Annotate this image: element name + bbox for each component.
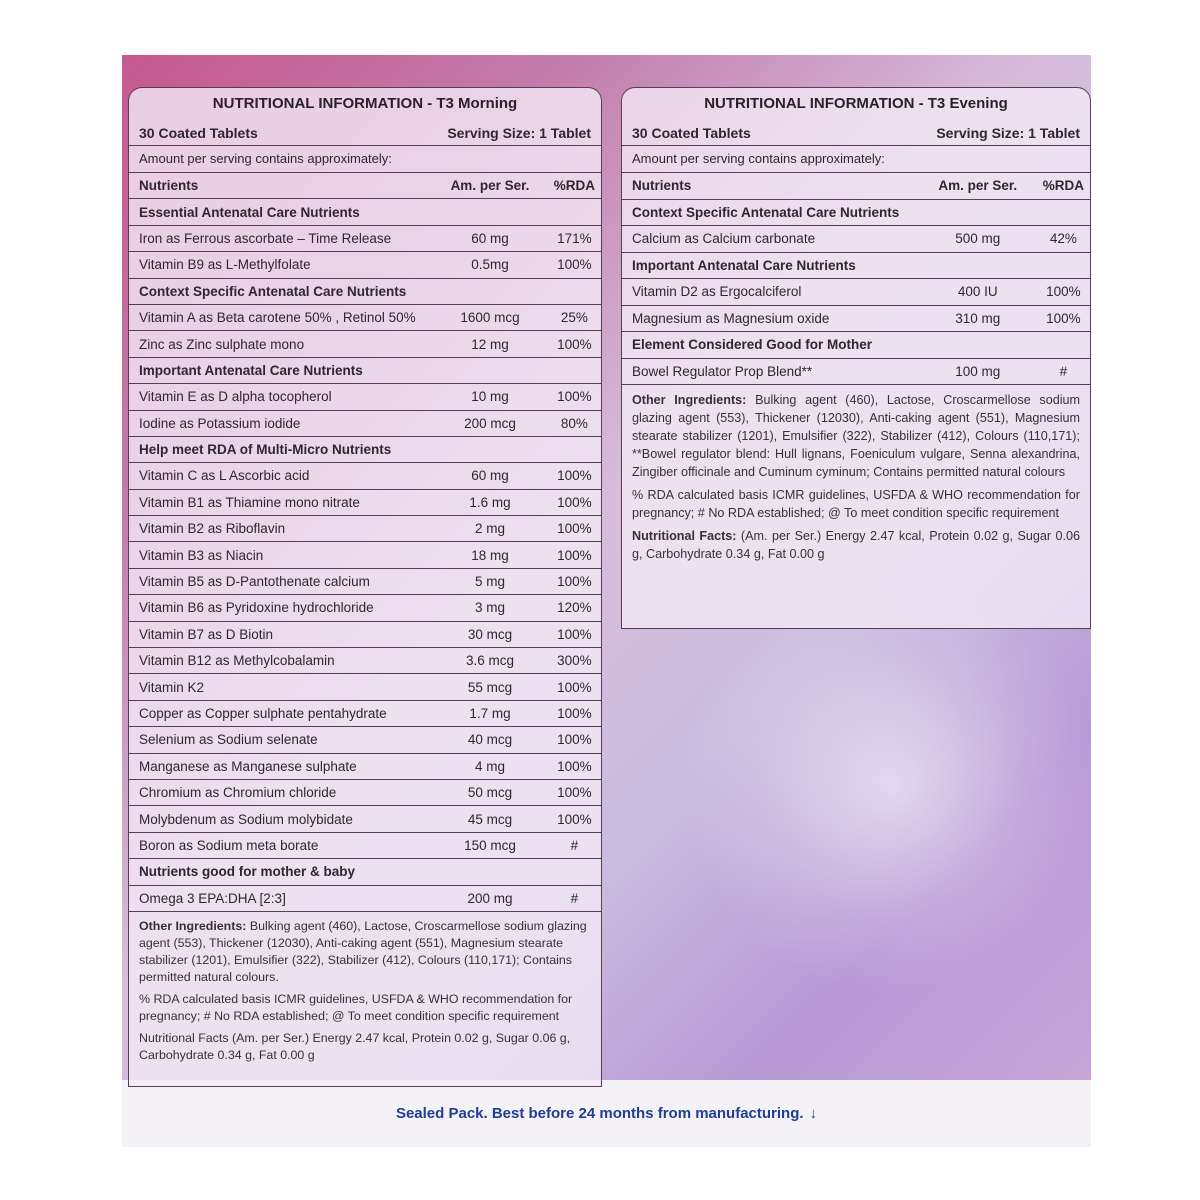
evening-facts-label: Nutritional Facts: xyxy=(632,529,737,543)
nutrient-rda: 100% xyxy=(544,463,601,489)
nutrient-name: Boron as Sodium meta borate xyxy=(129,832,432,858)
nutrient-rda: 100% xyxy=(544,753,601,779)
nutrient-name: Magnesium as Magnesium oxide xyxy=(622,305,919,332)
nutrient-row xyxy=(129,595,601,621)
nutrient-row xyxy=(129,885,601,911)
nutrient-row xyxy=(129,331,601,357)
section-heading-row xyxy=(622,252,1090,279)
section-heading: Context Specific Antenatal Care Nutrients xyxy=(622,199,1090,226)
nutrient-amount: 200 mcg xyxy=(432,410,544,436)
evening-nutrient-table xyxy=(622,173,1090,385)
nutrient-row xyxy=(129,568,601,594)
nutrient-rda: 100% xyxy=(544,727,601,753)
nutrient-row xyxy=(129,304,601,330)
nutrient-name: Vitamin A as Beta carotene 50% , Retinol 50% xyxy=(129,304,432,330)
column-header-amount: Am. per Ser. xyxy=(432,173,544,199)
evening-table-body xyxy=(622,199,1090,385)
morning-nutrition-panel xyxy=(128,87,602,1087)
nutrient-amount: 0.5mg xyxy=(432,252,544,278)
nutrient-rda: 100% xyxy=(544,331,601,357)
section-heading-row xyxy=(129,859,601,885)
nutrient-rda: 100% xyxy=(544,542,601,568)
nutrient-row xyxy=(129,700,601,726)
nutrient-rda: 100% xyxy=(544,700,601,726)
nutrient-rda: 100% xyxy=(544,252,601,278)
nutrient-rda: 300% xyxy=(544,648,601,674)
column-header-nutrients: Nutrients xyxy=(622,173,919,199)
nutrient-name: Vitamin B1 as Thiamine mono nitrate xyxy=(129,489,432,515)
nutrient-amount: 55 mcg xyxy=(432,674,544,700)
nutrient-amount: 2 mg xyxy=(432,516,544,542)
evening-panel-header xyxy=(622,120,1090,146)
nutrient-rda: 100% xyxy=(544,779,601,805)
section-heading: Important Antenatal Care Nutrients xyxy=(622,252,1090,279)
nutrient-rda: 100% xyxy=(1033,305,1090,332)
nutrient-name: Vitamin K2 xyxy=(129,674,432,700)
nutrient-amount: 310 mg xyxy=(919,305,1033,332)
nutrient-name: Zinc as Zinc sulphate mono xyxy=(129,331,432,357)
nutrient-row xyxy=(129,727,601,753)
nutrient-rda: 100% xyxy=(544,516,601,542)
nutrient-name: Vitamin B5 as D-Pantothenate calcium xyxy=(129,568,432,594)
nutrient-name: Vitamin B2 as Riboflavin xyxy=(129,516,432,542)
nutrient-amount: 100 mg xyxy=(919,358,1033,385)
nutrient-name: Vitamin E as D alpha tocopherol xyxy=(129,384,432,410)
section-heading-row xyxy=(129,278,601,304)
nutrient-name: Omega 3 EPA:DHA [2:3] xyxy=(129,885,432,911)
nutrient-amount: 150 mcg xyxy=(432,832,544,858)
nutrient-amount: 12 mg xyxy=(432,331,544,357)
nutrient-amount: 3.6 mcg xyxy=(432,648,544,674)
nutrient-name: Vitamin B7 as D Biotin xyxy=(129,621,432,647)
nutrient-row xyxy=(129,463,601,489)
section-heading-row xyxy=(129,199,601,225)
nutrient-rda: 120% xyxy=(544,595,601,621)
nutrient-rda: 80% xyxy=(544,410,601,436)
nutrient-amount: 60 mg xyxy=(432,463,544,489)
section-heading: Help meet RDA of Multi-Micro Nutrients xyxy=(129,436,601,462)
nutrient-name: Vitamin B9 as L-Methylfolate xyxy=(129,252,432,278)
nutrient-name: Copper as Copper sulphate pentahydrate xyxy=(129,700,432,726)
morning-other-ingredients xyxy=(139,918,591,986)
morning-panel-title: NUTRITIONAL INFORMATION - T3 Morning xyxy=(212,95,518,112)
nutrient-amount: 10 mg xyxy=(432,384,544,410)
section-heading: Nutrients good for mother & baby xyxy=(129,859,601,885)
nutrient-amount: 18 mg xyxy=(432,542,544,568)
section-heading-row xyxy=(622,332,1090,359)
nutrient-rda: # xyxy=(544,832,601,858)
morning-other-text: Bulking agent (460), Lactose, Croscarmellose sodium glazing agent (553), Thickener (12030), Anti-caking agent (551), Magnesium stearate stabilizer (1201), Emulsifier (322), Stabilizer (412), Colours (110,171); Contains permitted natural colours. xyxy=(139,918,587,984)
nutrient-rda: 100% xyxy=(544,384,601,410)
evening-nutritional-facts xyxy=(632,527,1080,563)
nutrient-rda: 25% xyxy=(544,304,601,330)
down-arrow-icon: ↓ xyxy=(809,1105,818,1122)
nutrient-row xyxy=(129,832,601,858)
nutrient-row xyxy=(129,779,601,805)
morning-amount-note: Amount per serving contains approximately: xyxy=(129,146,601,173)
nutrient-row xyxy=(129,225,601,251)
nutrient-rda: # xyxy=(544,885,601,911)
nutrient-name: Iodine as Potassium iodide xyxy=(129,410,432,436)
evening-other-label: Other Ingredients: xyxy=(632,393,747,407)
nutrient-rda: # xyxy=(1033,358,1090,385)
section-heading-row xyxy=(129,436,601,462)
morning-notes xyxy=(129,912,601,1075)
nutrient-rda: 100% xyxy=(544,806,601,832)
nutrient-rda: 100% xyxy=(544,489,601,515)
nutrient-name: Chromium as Chromium chloride xyxy=(129,779,432,805)
nutrient-row xyxy=(129,806,601,832)
section-heading: Essential Antenatal Care Nutrients xyxy=(129,199,601,225)
nutrient-row xyxy=(129,410,601,436)
nutrient-amount: 1.7 mg xyxy=(432,700,544,726)
nutrient-amount: 50 mcg xyxy=(432,779,544,805)
morning-other-label: Other Ingredients: xyxy=(139,918,247,933)
section-heading: Important Antenatal Care Nutrients xyxy=(129,357,601,383)
column-header-rda: %RDA xyxy=(1033,173,1090,199)
nutrient-rda: 42% xyxy=(1033,226,1090,253)
morning-serving-size: Serving Size: 1 Tablet xyxy=(447,124,591,141)
nutrient-name: Selenium as Sodium selenate xyxy=(129,727,432,753)
nutrient-rda: 100% xyxy=(544,674,601,700)
section-heading: Context Specific Antenatal Care Nutrients xyxy=(129,278,601,304)
evening-panel-title: NUTRITIONAL INFORMATION - T3 Evening xyxy=(704,95,1008,112)
nutrient-amount: 40 mcg xyxy=(432,727,544,753)
nutrient-name: Manganese as Manganese sulphate xyxy=(129,753,432,779)
column-header-rda: %RDA xyxy=(544,173,601,199)
evening-table-header-row xyxy=(622,173,1090,199)
nutrient-amount: 3 mg xyxy=(432,595,544,621)
evening-rda-note: % RDA calculated basis ICMR guidelines, USFDA & WHO recommendation for pregnancy; # No RDA established; @ To meet condition specific requirement xyxy=(632,488,1080,520)
nutrient-row xyxy=(622,358,1090,385)
morning-nutrient-table xyxy=(129,173,601,912)
nutrient-amount: 4 mg xyxy=(432,753,544,779)
nutrient-amount: 45 mcg xyxy=(432,806,544,832)
sealed-pack-notice xyxy=(122,1080,1091,1147)
nutrient-amount: 200 mg xyxy=(432,885,544,911)
nutrient-row xyxy=(129,542,601,568)
evening-facts-text: (Am. per Ser.) Energy 2.47 kcal, Protein 0.02 g, Sugar 0.06 g, Carbohydrate 0.34 g, Fat 0.00 g xyxy=(632,529,1080,561)
nutrient-row xyxy=(129,753,601,779)
nutrient-name: Vitamin B6 as Pyridoxine hydrochloride xyxy=(129,595,432,621)
nutrient-amount: 5 mg xyxy=(432,568,544,594)
nutrient-amount: 60 mg xyxy=(432,225,544,251)
evening-notes xyxy=(622,385,1090,574)
nutrient-row xyxy=(622,279,1090,306)
column-header-nutrients: Nutrients xyxy=(129,173,432,199)
nutrient-rda: 100% xyxy=(1033,279,1090,306)
sealed-pack-text: Sealed Pack. Best before 24 months from manufacturing. xyxy=(395,1105,804,1122)
nutrient-row xyxy=(129,384,601,410)
nutrient-row xyxy=(129,252,601,278)
nutrient-name: Iron as Ferrous ascorbate – Time Release xyxy=(129,225,432,251)
nutrient-row xyxy=(129,674,601,700)
nutrient-row xyxy=(622,226,1090,253)
nutrient-name: Molybdenum as Sodium molybidate xyxy=(129,806,432,832)
morning-table-header-row xyxy=(129,173,601,199)
nutrient-name: Vitamin C as L Ascorbic acid xyxy=(129,463,432,489)
nutrient-name: Bowel Regulator Prop Blend** xyxy=(622,358,919,385)
nutrient-rda: 100% xyxy=(544,621,601,647)
nutrient-amount: 500 mg xyxy=(919,226,1033,253)
nutrient-name: Vitamin B3 as Niacin xyxy=(129,542,432,568)
nutrient-amount: 1.6 mg xyxy=(432,489,544,515)
evening-other-ingredients xyxy=(632,391,1080,481)
morning-nutritional-facts: Nutritional Facts (Am. per Ser.) Energy 2.47 kcal, Protein 0.02 g, Sugar 0.06 g, Carbohydrate 0.34 g, Fat 0.00 g xyxy=(139,1030,571,1062)
evening-serving-size: Serving Size: 1 Tablet xyxy=(936,124,1080,141)
nutrient-row xyxy=(129,516,601,542)
nutrient-row xyxy=(129,648,601,674)
nutrient-rda: 100% xyxy=(544,568,601,594)
nutrient-row xyxy=(129,489,601,515)
section-heading-row xyxy=(129,357,601,383)
section-heading: Element Considered Good for Mother xyxy=(622,332,1090,359)
evening-nutrition-panel xyxy=(621,87,1091,629)
nutrient-amount: 1600 mcg xyxy=(432,304,544,330)
nutrient-amount: 400 IU xyxy=(919,279,1033,306)
evening-other-text: Bulking agent (460), Lactose, Croscarmellose sodium glazing agent (553), Thickener (12030), Anti-caking agent (551), Magnesium stearate stabilizer (1201), Emulsifier (322), Stabilizer (412), Colours (110,171); **Bowel regulator blend: Hull lignans, Foeniculum vulgare, Senna alexandrina, Zingiber officinale and Cuminum cyminum; Contains permitted natural colours xyxy=(632,393,1081,479)
evening-amount-note: Amount per serving contains approximately: xyxy=(622,146,1090,173)
nutrient-row xyxy=(622,305,1090,332)
nutrient-name: Vitamin D2 as Ergocalciferol xyxy=(622,279,919,306)
evening-tablet-count: 30 Coated Tablets xyxy=(632,124,751,141)
nutrient-name: Vitamin B12 as Methylcobalamin xyxy=(129,648,432,674)
morning-table-body xyxy=(129,199,601,912)
nutrient-row xyxy=(129,621,601,647)
nutrient-name: Calcium as Calcium carbonate xyxy=(622,226,919,253)
section-heading-row xyxy=(622,199,1090,226)
morning-rda-note: % RDA calculated basis ICMR guidelines, USFDA & WHO recommendation for pregnancy; # No RDA established; @ To meet condition specific requirement xyxy=(139,991,573,1023)
nutrient-rda: 171% xyxy=(544,225,601,251)
nutrient-amount: 30 mcg xyxy=(432,621,544,647)
column-header-amount: Am. per Ser. xyxy=(919,173,1033,199)
morning-tablet-count: 30 Coated Tablets xyxy=(139,124,258,141)
background-glow xyxy=(682,575,1102,995)
morning-panel-header xyxy=(129,120,601,146)
